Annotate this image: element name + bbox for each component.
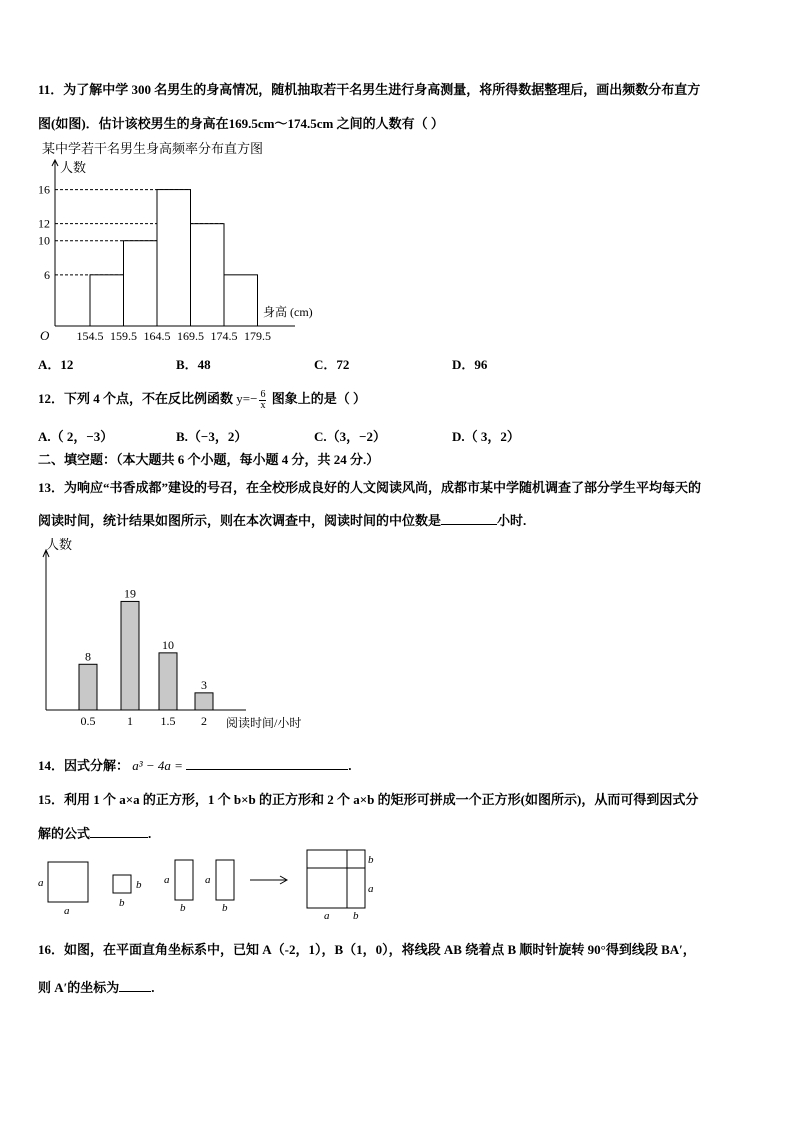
- histogram-y-label: 人数: [60, 160, 87, 175]
- q12-fraction-denominator: x: [260, 399, 266, 411]
- q13-text-line2-b: 小时.: [497, 513, 527, 528]
- q11-option-b[interactable]: B．48: [176, 357, 211, 372]
- reading-bar-2: [195, 693, 213, 710]
- composite-bottom-left-label: a: [324, 910, 330, 922]
- height-histogram: [30, 138, 350, 348]
- histogram-bar-4: [191, 224, 225, 326]
- q16-text-line2: [38, 978, 155, 996]
- histogram-bar-1: [90, 275, 124, 326]
- q16-text-line2-a: 则 A′的坐标为: [38, 980, 120, 995]
- q11-option-d[interactable]: D．96: [452, 357, 488, 372]
- composite-right-top-label: b: [368, 854, 374, 866]
- q16-text-line1: 16．如图，在平面直角坐标系中，已知 A（-2，1），B（1，0），将线段 AB 绕着点 B 顺时针旋转 90°得到线段 BA′，: [38, 942, 696, 957]
- histogram-bar-5: [224, 275, 258, 326]
- reading-x-tick-2: 2: [201, 714, 207, 728]
- rectangle-ab-2: [216, 860, 234, 900]
- q13-text-line2: [38, 511, 526, 529]
- histogram-x-tick-5: 174.5: [210, 329, 238, 343]
- rectangle-ab-2-left-label: a: [205, 874, 211, 886]
- histogram-x-tick-6: 179.5: [244, 329, 271, 343]
- q14-expression: a³ − 4a =: [132, 758, 183, 773]
- q15-answer-blank[interactable]: [90, 824, 148, 838]
- q15-text-line2-a: 解的公式: [38, 826, 91, 841]
- q14-suffix: .: [348, 758, 352, 773]
- q11-option-c[interactable]: C．72: [314, 357, 350, 372]
- reading-bar-value-1: 19: [124, 586, 136, 601]
- q12-function: [236, 388, 271, 411]
- square-composition-figure: [30, 848, 390, 924]
- q13-text-line2-a: 阅读时间，统计结果如图所示，则在本次调查中，阅读时间的中位数是: [38, 513, 442, 528]
- histogram-bar-3: [157, 190, 191, 326]
- reading-bar-1.5: [159, 653, 177, 710]
- histogram-y-tick-6: 6: [44, 267, 50, 282]
- histogram-y-tick-16: 16: [38, 182, 50, 197]
- rectangle-ab-1-left-label: a: [164, 874, 170, 886]
- square-a-left-label: a: [38, 877, 44, 889]
- histogram-x-tick-1: 154.5: [76, 329, 104, 343]
- square-a-bottom-label: a: [64, 905, 70, 917]
- q16-answer-blank[interactable]: [119, 978, 151, 992]
- reading-bar-value-0.5: 8: [85, 649, 91, 664]
- composite-square: [307, 850, 365, 908]
- reading-y-label: 人数: [46, 537, 73, 552]
- composite-bottom-right-label: b: [353, 910, 359, 922]
- q14-prefix: 14．因式分解：: [38, 758, 130, 773]
- histogram-x-tick-3: 164.5: [143, 329, 171, 343]
- reading-x-tick-1.5: 1.5: [160, 714, 176, 728]
- q16-text-line2-b: .: [151, 980, 155, 995]
- q12-function-lhs: y=−: [236, 391, 258, 406]
- q12-fraction-numerator: 6: [260, 388, 266, 400]
- histogram-x-label: 身高 (cm): [263, 305, 313, 319]
- q12-option-d[interactable]: D.（ 3，2）: [452, 429, 520, 444]
- q14-answer-blank[interactable]: [186, 756, 348, 770]
- q11-text-line2: 图(如图)．估计该校男生的身高在169.5cm～174.5cm 之间的人数有（ ）: [38, 116, 444, 131]
- reading-x-label: 阅读时间/小时: [226, 716, 302, 730]
- reading-bar-0.5: [79, 664, 97, 710]
- q12-option-b[interactable]: B.（−3，2）: [176, 429, 248, 444]
- square-b-bottom-label: b: [119, 897, 125, 909]
- reading-bar-value-2: 3: [201, 677, 207, 692]
- histogram-title: 某中学若干名男生身高频率分布直方图: [42, 141, 264, 156]
- q13-answer-blank[interactable]: [441, 511, 497, 525]
- q15-text-line2: [38, 824, 151, 842]
- rectangle-ab-1-bottom-label: b: [180, 902, 186, 914]
- histogram-y-tick-12: 12: [38, 216, 50, 231]
- q12-text: [38, 388, 366, 411]
- square-a: [48, 862, 88, 902]
- q12-prefix: 12．下列 4 个点，不在反比例函数: [38, 391, 234, 406]
- square-b-right-label: b: [136, 879, 142, 891]
- reading-bar-1: [121, 601, 139, 710]
- rectangle-ab-1: [175, 860, 193, 900]
- q11-text-line1: 11．为了解中学 300 名男生的身高情况，随机抽取若干名男生进行身高测量，将所得数据整理后，画出频数分布直方: [38, 82, 701, 97]
- q12-fraction: [259, 390, 266, 411]
- reading-x-tick-1: 1: [127, 714, 133, 728]
- reading-bar-value-1.5: 10: [162, 637, 174, 652]
- reading-x-tick-0.5: 0.5: [80, 714, 96, 728]
- composite-right-bottom-label: a: [368, 883, 374, 895]
- square-b: [113, 875, 131, 893]
- histogram-origin-label: O: [40, 328, 50, 343]
- q12-option-c[interactable]: C.（3，−2）: [314, 429, 387, 444]
- histogram-y-tick-10: 10: [38, 233, 50, 248]
- q13-text-line1: 13．为响应“书香成都”建设的号召，在全校形成良好的人文阅读风尚，成都市某中学随机调查了部分学生平均每天的: [38, 480, 702, 495]
- section-2-heading: 二、填空题：（本大题共 6 个小题，每小题 4 分，共 24 分.）: [38, 452, 380, 467]
- q12-suffix: 图象上的是（ ）: [271, 391, 366, 406]
- q12-option-a[interactable]: A.（ 2，−3）: [38, 429, 114, 444]
- q11-option-a[interactable]: A．12: [38, 357, 74, 372]
- q15-text-line2-b: .: [148, 826, 152, 841]
- rectangle-ab-2-bottom-label: b: [222, 902, 228, 914]
- reading-time-bar-chart: [36, 536, 336, 736]
- histogram-bar-2: [124, 241, 158, 326]
- q15-text-line1: 15．利用 1 个 a×a 的正方形，1 个 b×b 的正方形和 2 个 a×b 的矩形可拼成一个正方形(如图所示)，从而可得到因式分: [38, 792, 699, 807]
- histogram-x-tick-2: 159.5: [110, 329, 137, 343]
- q14-text: [38, 756, 351, 774]
- histogram-x-tick-4: 169.5: [177, 329, 204, 343]
